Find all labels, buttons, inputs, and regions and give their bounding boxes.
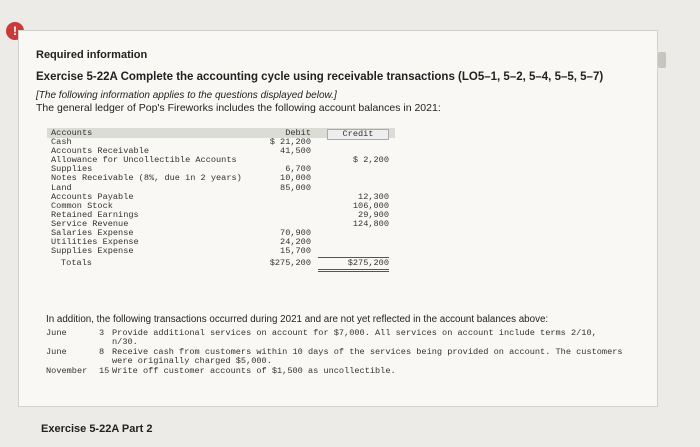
instructions-note: [The following information applies to the questions displayed below.]	[36, 90, 337, 101]
account-name: Allowance for Uncollectible Accounts	[51, 155, 237, 166]
transaction-day: 8	[99, 347, 105, 357]
transaction-month: June	[46, 347, 67, 357]
account-name: Retained Earnings	[51, 209, 139, 220]
transaction-day: 3	[99, 328, 105, 338]
debit-amount: 15,700	[280, 246, 311, 257]
account-name: Cash	[51, 137, 72, 147]
alert-icon: !	[6, 22, 24, 40]
totals-label: Totals	[61, 258, 92, 268]
ledger-row	[47, 174, 395, 183]
credit-amount: 124,800	[352, 218, 389, 229]
account-name: Salaries Expense	[51, 228, 134, 238]
debit-amount: 24,200	[280, 237, 311, 248]
transaction-month: November	[46, 366, 88, 376]
account-name: Supplies	[51, 164, 93, 175]
ledger-intro: The general ledger of Pop's Fireworks includes the following account balances in 2021:	[36, 102, 441, 114]
credit-column-header: Credit	[327, 129, 389, 140]
debit-amount: 85,000	[280, 182, 311, 193]
account-name: Utilities Expense	[51, 237, 139, 248]
credit-amount: 12,300	[358, 191, 389, 202]
credit-total-double-rule	[337, 271, 389, 272]
debit-amount: 41,500	[280, 146, 311, 157]
ledger-header	[47, 128, 395, 138]
account-name: Common Stock	[51, 200, 113, 211]
transaction-month: June	[46, 328, 67, 338]
debit-amount: $ 21,200	[269, 137, 311, 147]
account-name: Land	[51, 182, 72, 193]
credit-amount: $ 2,200	[352, 155, 389, 166]
question-card	[18, 30, 658, 435]
ledger-row	[47, 247, 395, 256]
exercise-title: Exercise 5-22A Complete the accounting cycle using receivable transactions (LO5–1, 5–2, 5–4, 5–5, 5–7)	[36, 71, 604, 83]
accounts-column-header: Accounts	[51, 128, 93, 138]
transaction-description: Receive cash from customers within 10 days of the services being provided on account. The customers were originally charged $5,000.	[112, 347, 623, 367]
account-name: Accounts Receivable	[51, 146, 149, 157]
transaction-description: Provide additional services on account for $7,000. All services on account include terms 2/10, n/30.	[112, 328, 597, 348]
ledger-totals-row	[47, 259, 395, 268]
debit-amount: 10,000	[280, 173, 311, 184]
account-name: Notes Receivable (8%, due in 2 years)	[51, 173, 242, 184]
scroll-handle[interactable]	[658, 52, 666, 68]
credit-amount: 29,900	[358, 209, 389, 220]
transaction-description: Write off customer accounts of $1,500 as uncollectible.	[112, 366, 396, 376]
transaction-day: 15	[99, 366, 110, 376]
debit-amount: 6,700	[285, 164, 311, 175]
credit-total-double-rule	[337, 269, 389, 270]
ledger-row	[47, 156, 395, 165]
total-debit: $275,200	[269, 258, 311, 268]
additional-transactions-intro: In addition, the following transactions occurred during 2021 and are not yet reflected in the account balances above:	[46, 314, 549, 325]
credit-amount: 106,000	[352, 200, 389, 211]
account-name: Supplies Expense	[51, 246, 134, 257]
part-2-label: Exercise 5-22A Part 2	[41, 423, 153, 435]
account-name: Accounts Payable	[51, 191, 134, 202]
debit-column-header: Debit	[285, 128, 311, 138]
required-information-heading: Required information	[36, 49, 148, 61]
account-name: Service Revenue	[51, 218, 129, 229]
total-credit: $275,200	[347, 258, 389, 268]
debit-amount: 70,900	[280, 228, 311, 238]
